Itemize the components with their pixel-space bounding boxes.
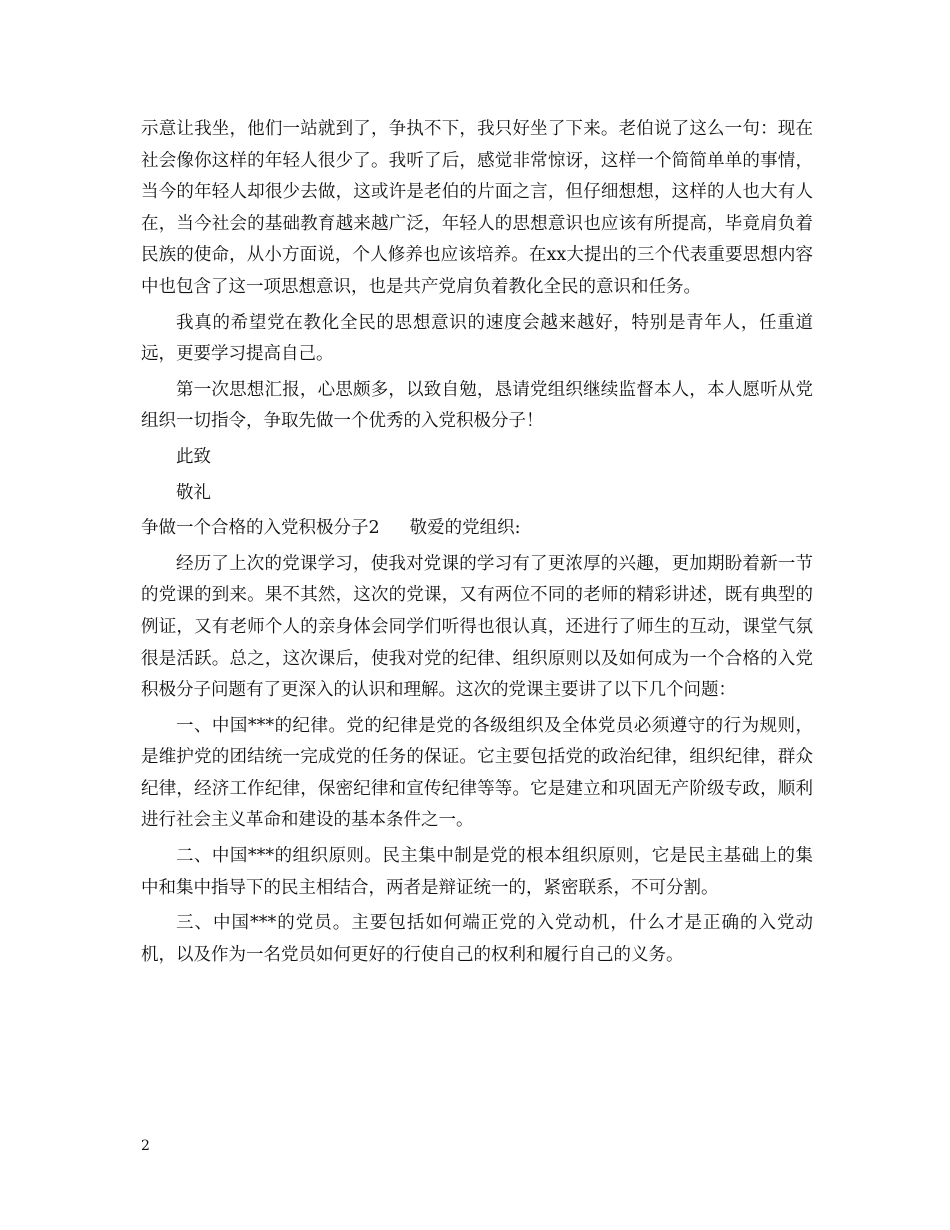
section-greeting: 敬爱的党组织:	[409, 518, 521, 539]
paragraph-party-members: 三、中国***的党员。主要包括如何端正党的入党动机，什么才是正确的入党动机，以及作为一名党员如何更好的行使自己的权利和履行自己的义务。	[141, 913, 813, 965]
paragraph-discipline: 一、中国***的纪律。党的纪律是党的各级组织及全体党员必须遵守的行为规则，是维护党的团结统一完成党的任务的保证。它主要包括党的政治纪律，组织纪律，群众纪律，经济工作纪律，保密纪律和宣传纪律等等。它是建立和巩固无产阶级专政，顺利进行社会主义革命和建设的基本条件之一。	[141, 715, 813, 831]
paragraph-hope: 我真的希望党在教化全民的思想意识的速度会越来越好，特别是青年人，任重道远，更要学习提高自己。	[141, 312, 813, 365]
closing-regards: 敬礼	[176, 482, 211, 503]
paragraph-continuation: 示意让我坐，他们一站就到了，争执不下，我只好坐了下来。老伯说了这么一句：现在社会像你这样的年轻人很少了。我听了后，感觉非常惊讶，这样一个简简单单的事情，当今的年轻人却很少去做，这或许是老伯的片面之言，但仔细想想，这样的人也大有人在，当今社会的基础教育越来越广泛，年轻人的思想意识也应该有所提高，毕竟肩负着民族的使命，从小方面说，个人修养也应该培养。在xx大提出的三个代表重要思想内容中也包含了这一项思想意识，也是共产党肩负着教化全民的意识和任务。	[141, 119, 813, 297]
document-body	[141, 114, 813, 971]
closing-salutation: 此致	[176, 446, 211, 467]
section-heading-row	[141, 513, 813, 545]
paragraph-first-report: 第一次思想汇报，心思颇多，以致自勉，恳请党组织继续监督本人，本人愿听从党组织一切指令，争取先做一个优秀的入党积极分子！	[141, 379, 813, 432]
section-title: 争做一个合格的入党积极分子2	[141, 518, 380, 539]
paragraph-organization-principle: 二、中国***的组织原则。民主集中制是党的根本组织原则，它是民主基础上的集中和集中指导下的民主相结合，两者是辩证统一的，紧密联系，不可分割。	[141, 846, 813, 898]
paragraph-party-class: 经历了上次的党课学习，使我对党课的学习有了更浓厚的兴趣，更加期盼着新一节的党课的到来。果不其然，这次的党课，又有两位不同的老师的精彩讲述，既有典型的例证，又有老师个人的亲身体会同学们听得也很认真，还进行了师生的互动，课堂气氛很是活跃。总之，这次课后，使我对党的纪律、组织原则以及如何成为一个合格的入党积极分子问题有了更深入的认识和理解。这次的党课主要讲了以下几个问题：	[141, 553, 813, 701]
page-number: 2	[141, 1138, 150, 1154]
